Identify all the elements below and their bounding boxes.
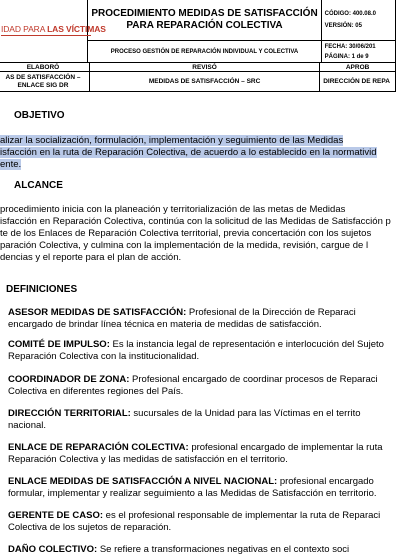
alcance-text xyxy=(0,204,391,264)
definition-term: GERENTE DE CASO: xyxy=(8,510,104,521)
definition-term: COORDINADOR DE ZONA: xyxy=(8,374,130,385)
aprobo-value: DIRECCIÓN DE REPA xyxy=(320,72,396,92)
logo-prefix: IDAD PARA xyxy=(1,24,48,34)
definition-text: Se refiere a transformaciones negativas en el contexto soci xyxy=(97,544,350,555)
col-aprobo: APROB xyxy=(320,63,396,72)
definition-term: ENLACE DE REPARACIÓN COLECTIVA: xyxy=(8,442,189,453)
definition-text: sucursales de la Unidad para las Víctimas en el territo xyxy=(130,408,361,419)
definition-term: COMITÉ DE IMPULSO: xyxy=(8,339,110,350)
process-subtitle: PROCESO GESTIÓN DE REPARACIÓN INDIVIDUAL Y COLECTIVA xyxy=(88,41,321,63)
definition-item xyxy=(8,544,349,556)
approval-table xyxy=(0,62,396,92)
alcance-line: dencias y el reporte para el plan de acción. xyxy=(0,252,182,263)
objetivo-heading: OBJETIVO xyxy=(14,110,65,121)
definition-text: profesional encargado de implementar la ruta xyxy=(188,442,383,453)
objetivo-line: alizar la socialización, formulación, implementación y seguimiento de las Medidas xyxy=(0,135,344,146)
definition-term: ASESOR MEDIDAS DE SATISFACCIÓN: xyxy=(8,307,187,318)
definition-text: formular, implementar y realizar seguimiento a las Medidas de Satisfacción en territorio. xyxy=(8,488,377,499)
logo-cell xyxy=(0,0,106,63)
definition-item xyxy=(8,510,380,534)
meta-fecha-pagina xyxy=(321,41,395,63)
codigo: CÓDIGO: 400.08.0 xyxy=(324,10,376,17)
col-elaboro: ELABORÓ xyxy=(0,63,89,72)
definition-item xyxy=(8,442,383,466)
fecha: FECHA: 30/06/201 xyxy=(324,43,376,50)
version: VERSIÓN: 05 xyxy=(324,22,362,29)
definition-text: Profesional de la Dirección de Reparaci xyxy=(186,307,356,318)
header-table xyxy=(0,0,396,63)
definition-text: Colectiva de los sujetos de reparación. xyxy=(8,522,172,533)
definition-item xyxy=(8,374,378,398)
definition-item xyxy=(8,476,377,500)
logo xyxy=(1,24,106,34)
definition-text: es el profesional responsable de implementar la ruta de Reparaci xyxy=(103,510,381,521)
definition-text: profesional encargado xyxy=(277,476,374,487)
definition-text: Colectiva en diferentes regiones del País. xyxy=(8,386,184,397)
meta-codigo-version xyxy=(321,0,395,41)
logo-rule xyxy=(1,35,91,36)
reviso-value: MEDIDAS DE SATISFACCIÓN – SRC xyxy=(89,72,319,92)
alcance-line: paración Colectiva, y culmina con la implementación de la medida, revisión, cargue de l xyxy=(0,240,369,251)
document-title: PROCEDIMIENTO MEDIDAS DE SATISFACCIÓN PARA REPARACIÓN COLECTIVA xyxy=(88,0,321,41)
definition-term: DAÑO COLECTIVO: xyxy=(8,544,98,555)
definition-text: Es la instancia legal de representación e interlocución del Sujeto xyxy=(109,339,384,350)
definition-item xyxy=(8,339,384,363)
alcance-line: te de los Enlaces de Reparación Colectiva territorial, previa concertación con los sujetos xyxy=(0,228,372,239)
elaboro-value: AS DE SATISFACCIÓN – ENLACE SIG DR xyxy=(0,72,89,92)
document-header xyxy=(0,0,400,89)
definition-text: nacional. xyxy=(8,420,47,431)
definition-text: encargado de brindar línea técnica en materia de medidas de satisfacción. xyxy=(8,319,322,330)
definition-item xyxy=(8,408,361,432)
alcance-line: procedimiento inicia con la planeación y territorialización de las metas de Medidas xyxy=(0,204,346,215)
objetivo-line: ente. xyxy=(0,159,22,170)
definition-text: Reparación Colectiva y las medidas de satisfacción en el territorio. xyxy=(8,454,288,465)
pagina: PÁGINA: 1 de 9 xyxy=(324,53,369,60)
objetivo-text xyxy=(0,135,377,171)
alcance-line: isfacción en Reparación Colectiva, continúa con la solicitud de las Medidas de Satisfacción p xyxy=(0,216,391,227)
definition-term: ENLACE MEDIDAS DE SATISFACCIÓN A NIVEL NACIONAL: xyxy=(8,476,278,487)
logo-emphasis: LAS VÍCTIMAS xyxy=(47,24,106,34)
definition-text: Profesional encargado de coordinar procesos de Reparaci xyxy=(129,374,378,385)
definition-item xyxy=(8,307,356,331)
alcance-heading: ALCANCE xyxy=(14,180,63,191)
definiciones-heading: DEFINICIONES xyxy=(6,284,78,295)
objetivo-line: isfacción en la ruta de Reparación Colectiva, de acuerdo a lo establecido en la normativid xyxy=(0,147,377,158)
col-reviso: REVISÓ xyxy=(89,63,319,72)
definition-text: Reparación Colectiva con la institucionalidad. xyxy=(8,351,200,362)
definition-term: DIRECCIÓN TERRITORIAL: xyxy=(8,408,131,419)
